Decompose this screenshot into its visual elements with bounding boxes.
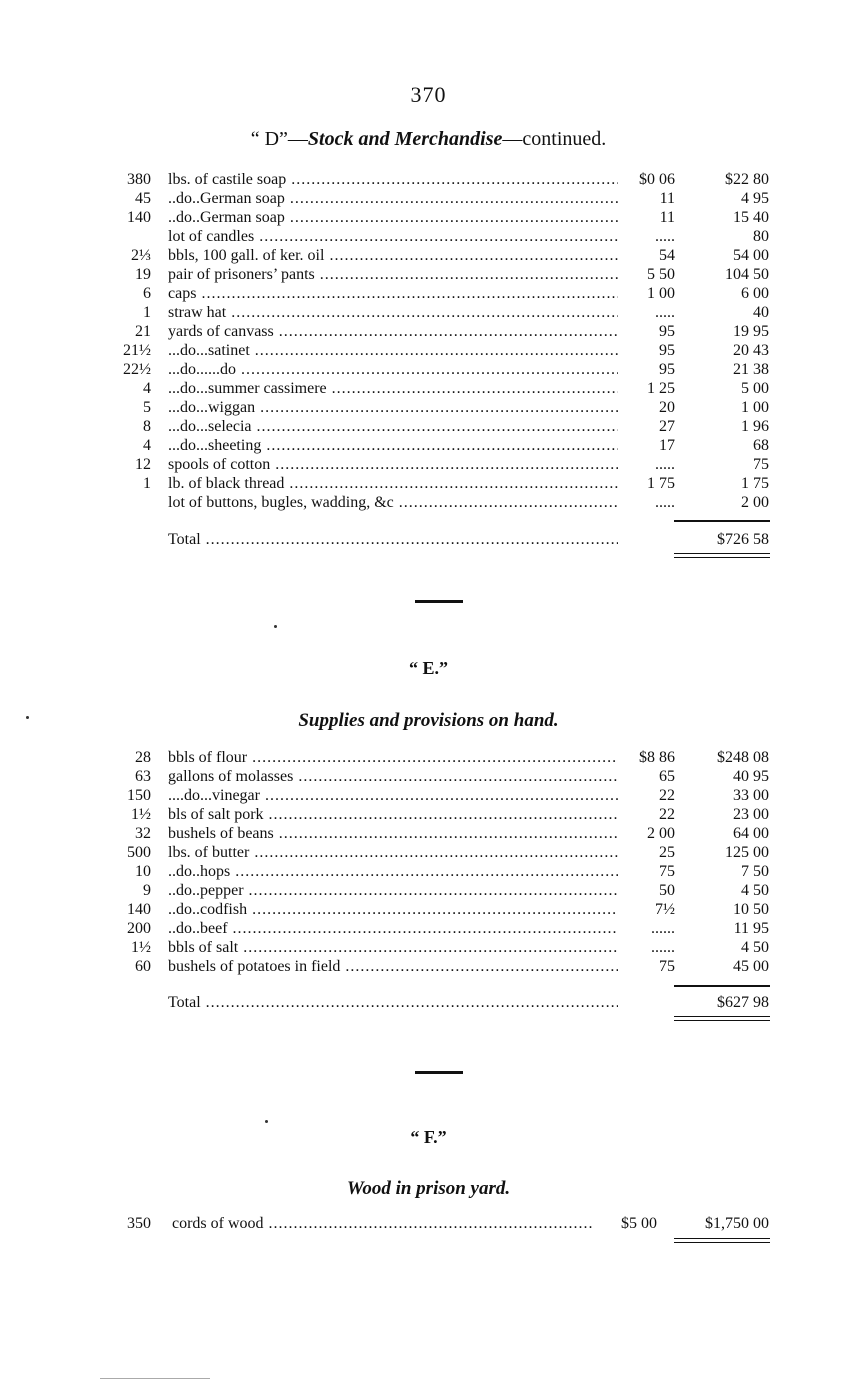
qty-cell: 1½ bbox=[131, 806, 151, 823]
qty-cell: 4 bbox=[143, 437, 151, 454]
price-cell: 20 bbox=[659, 399, 675, 416]
price-cell: 95 bbox=[659, 323, 675, 340]
description-cell: ..do..hops ..... bbox=[168, 862, 618, 881]
table-row bbox=[0, 170, 857, 189]
description-cell: bushels of potatoes in field ..... bbox=[168, 957, 618, 976]
description-cell: lot of candles ..... bbox=[168, 227, 618, 246]
section-f-qty: 350 bbox=[127, 1215, 151, 1232]
footer-line bbox=[100, 1378, 210, 1379]
total-double-rule bbox=[674, 1238, 770, 1243]
price-cell: 75 bbox=[659, 863, 675, 880]
description-cell: ..do..codfish ..... bbox=[168, 900, 618, 919]
qty-cell: 22½ bbox=[123, 361, 151, 378]
description-cell: ..do..German soap ..... bbox=[168, 189, 618, 208]
amount-cell: 4 50 bbox=[741, 939, 769, 956]
price-cell: 22 bbox=[659, 787, 675, 804]
qty-cell: 1 bbox=[143, 475, 151, 492]
description-cell: gallons of molasses ..... bbox=[168, 767, 618, 786]
table-row bbox=[0, 843, 857, 862]
qty-cell: 9 bbox=[143, 882, 151, 899]
description-cell: ....do...vinegar ..... bbox=[168, 786, 618, 805]
qty-cell: 12 bbox=[135, 456, 151, 473]
description-cell: pair of prisoners’ pants ..... bbox=[168, 265, 618, 284]
total-double-rule bbox=[674, 553, 770, 558]
price-cell: ..... bbox=[655, 228, 675, 245]
section-d-title bbox=[0, 128, 857, 151]
description-cell: ...do...summer cassimere ..... bbox=[168, 379, 618, 398]
table-row bbox=[0, 493, 857, 512]
price-cell: ..... bbox=[655, 456, 675, 473]
section-f-subtitle: Wood in prison yard. bbox=[346, 1178, 511, 1199]
amount-cell: 4 50 bbox=[741, 882, 769, 899]
price-cell: 17 bbox=[659, 437, 675, 454]
price-cell: ..... bbox=[655, 494, 675, 511]
section-e-subtitle-wrap bbox=[0, 710, 857, 732]
description-cell: lbs. of butter ..... bbox=[168, 843, 618, 862]
qty-cell: 8 bbox=[143, 418, 151, 435]
section-e-total-label: Total ..... bbox=[168, 992, 618, 1014]
price-cell: 11 bbox=[659, 190, 675, 207]
supplies-table bbox=[0, 748, 857, 976]
total-rule bbox=[674, 520, 770, 522]
price-cell: 65 bbox=[659, 768, 675, 785]
section-d-title-italic: Stock and Merchandise bbox=[307, 128, 503, 150]
price-cell: ...... bbox=[651, 920, 675, 937]
amount-cell: 6 00 bbox=[741, 285, 769, 302]
qty-cell: 6 bbox=[143, 285, 151, 302]
table-row bbox=[0, 379, 857, 398]
price-cell: 2 00 bbox=[647, 825, 675, 842]
description-cell: bbls, 100 gall. of ker. oil ..... bbox=[168, 246, 618, 265]
table-row bbox=[0, 189, 857, 208]
amount-cell: 2 00 bbox=[741, 494, 769, 511]
section-divider bbox=[415, 600, 463, 603]
qty-cell: 500 bbox=[127, 844, 151, 861]
description-cell: spools of cotton ..... bbox=[168, 455, 618, 474]
table-row bbox=[0, 862, 857, 881]
qty-cell: 45 bbox=[135, 190, 151, 207]
price-cell: 5 50 bbox=[647, 266, 675, 283]
table-row bbox=[0, 767, 857, 786]
amount-cell: 125 00 bbox=[725, 844, 769, 861]
section-f-desc: cords of wood ..... bbox=[172, 1213, 592, 1235]
price-cell: 11 bbox=[659, 209, 675, 226]
description-cell: ...do......do ..... bbox=[168, 360, 618, 379]
table-row bbox=[0, 360, 857, 379]
qty-cell: 32 bbox=[135, 825, 151, 842]
description-cell: ...do...wiggan ..... bbox=[168, 398, 618, 417]
qty-cell: 21½ bbox=[123, 342, 151, 359]
table-row bbox=[0, 881, 857, 900]
amount-cell: 40 95 bbox=[733, 768, 769, 785]
qty-cell: 19 bbox=[135, 266, 151, 283]
section-e-total-row bbox=[0, 992, 857, 1014]
description-cell: ..do..beef ..... bbox=[168, 919, 618, 938]
total-double-rule bbox=[674, 1016, 770, 1021]
amount-cell: 45 00 bbox=[733, 958, 769, 975]
qty-cell: 380 bbox=[127, 171, 151, 188]
qty-cell: 2⅓ bbox=[131, 247, 151, 264]
table-row bbox=[0, 303, 857, 322]
table-row bbox=[0, 417, 857, 436]
price-cell: 1 25 bbox=[647, 380, 675, 397]
description-cell: straw hat ..... bbox=[168, 303, 618, 322]
section-f-row bbox=[0, 1213, 857, 1235]
section-d-suffix: —continued. bbox=[502, 128, 607, 150]
price-cell: ..... bbox=[655, 304, 675, 321]
ink-speck bbox=[274, 625, 277, 628]
price-cell: 7½ bbox=[655, 901, 675, 918]
price-cell: 1 75 bbox=[647, 475, 675, 492]
table-row bbox=[0, 322, 857, 341]
amount-cell: 23 00 bbox=[733, 806, 769, 823]
qty-cell: 5 bbox=[143, 399, 151, 416]
description-cell: ..do..pepper ..... bbox=[168, 881, 618, 900]
table-row bbox=[0, 398, 857, 417]
price-cell: 1 00 bbox=[647, 285, 675, 302]
section-e-letter: “ E.” bbox=[408, 658, 448, 678]
description-cell: caps ..... bbox=[168, 284, 618, 303]
amount-cell: 5 00 bbox=[741, 380, 769, 397]
amount-cell: 20 43 bbox=[733, 342, 769, 359]
amount-cell: 10 50 bbox=[733, 901, 769, 918]
section-d-total-row bbox=[0, 529, 857, 551]
price-cell: 95 bbox=[659, 342, 675, 359]
page-number: 370 bbox=[410, 82, 447, 107]
qty-cell: 63 bbox=[135, 768, 151, 785]
description-cell: bbls of salt ..... bbox=[168, 938, 618, 957]
qty-cell: 1½ bbox=[131, 939, 151, 956]
price-cell: 95 bbox=[659, 361, 675, 378]
amount-cell: 54 00 bbox=[733, 247, 769, 264]
section-divider bbox=[415, 1071, 463, 1074]
amount-cell: 64 00 bbox=[733, 825, 769, 842]
amount-cell: 4 95 bbox=[741, 190, 769, 207]
amount-cell: 33 00 bbox=[733, 787, 769, 804]
amount-cell: 68 bbox=[753, 437, 769, 454]
table-row bbox=[0, 455, 857, 474]
description-cell: ...do...sheeting ..... bbox=[168, 436, 618, 455]
qty-cell: 140 bbox=[127, 901, 151, 918]
table-row bbox=[0, 786, 857, 805]
section-d-total-amount: $726 58 bbox=[717, 531, 769, 548]
qty-cell: 4 bbox=[143, 380, 151, 397]
amount-cell: 19 95 bbox=[733, 323, 769, 340]
qty-cell: 21 bbox=[135, 323, 151, 340]
description-cell: lot of buttons, bugles, wadding, &c ..... bbox=[168, 493, 618, 512]
table-row bbox=[0, 265, 857, 284]
amount-cell: 1 96 bbox=[741, 418, 769, 435]
table-row bbox=[0, 246, 857, 265]
description-cell: ..do..German soap ..... bbox=[168, 208, 618, 227]
amount-cell: $22 80 bbox=[725, 171, 769, 188]
qty-cell: 28 bbox=[135, 749, 151, 766]
amount-cell: 80 bbox=[753, 228, 769, 245]
section-f-price: $5 00 bbox=[621, 1215, 657, 1232]
description-cell: ...do...satinet ..... bbox=[168, 341, 618, 360]
table-row bbox=[0, 474, 857, 493]
section-f-letter: “ F.” bbox=[410, 1127, 447, 1147]
price-cell: 27 bbox=[659, 418, 675, 435]
description-cell: bls of salt pork ..... bbox=[168, 805, 618, 824]
table-row bbox=[0, 284, 857, 303]
table-row bbox=[0, 341, 857, 360]
amount-cell: 7 50 bbox=[741, 863, 769, 880]
description-cell: yards of canvass ..... bbox=[168, 322, 618, 341]
table-row bbox=[0, 805, 857, 824]
price-cell: 22 bbox=[659, 806, 675, 823]
amount-cell: 1 00 bbox=[741, 399, 769, 416]
description-cell: bushels of beans ..... bbox=[168, 824, 618, 843]
description-cell: lbs. of castile soap ..... bbox=[168, 170, 618, 189]
total-rule bbox=[674, 985, 770, 987]
price-cell: ...... bbox=[651, 939, 675, 956]
section-e-subtitle: Supplies and provisions on hand. bbox=[298, 710, 559, 731]
table-row bbox=[0, 824, 857, 843]
qty-cell: 60 bbox=[135, 958, 151, 975]
ink-speck bbox=[265, 1120, 268, 1123]
qty-cell: 10 bbox=[135, 863, 151, 880]
price-cell: $0 06 bbox=[639, 171, 675, 188]
qty-cell: 200 bbox=[127, 920, 151, 937]
amount-cell: 1 75 bbox=[741, 475, 769, 492]
amount-cell: 11 95 bbox=[733, 920, 769, 937]
section-f-amount: $1,750 00 bbox=[705, 1215, 769, 1232]
price-cell: 25 bbox=[659, 844, 675, 861]
amount-cell: 15 40 bbox=[733, 209, 769, 226]
price-cell: 75 bbox=[659, 958, 675, 975]
amount-cell: $248 08 bbox=[717, 749, 769, 766]
table-row bbox=[0, 208, 857, 227]
price-cell: $8 86 bbox=[639, 749, 675, 766]
description-cell: bbls of flour ..... bbox=[168, 748, 618, 767]
qty-cell: 140 bbox=[127, 209, 151, 226]
section-d-prefix: “ D”— bbox=[250, 128, 308, 150]
table-row bbox=[0, 938, 857, 957]
table-row bbox=[0, 919, 857, 938]
table-row bbox=[0, 227, 857, 246]
section-f-subtitle-wrap bbox=[0, 1178, 857, 1200]
price-cell: 50 bbox=[659, 882, 675, 899]
qty-cell: 1 bbox=[143, 304, 151, 321]
description-cell: lb. of black thread ..... bbox=[168, 474, 618, 493]
section-e-total-amount: $627 98 bbox=[717, 994, 769, 1011]
amount-cell: 21 38 bbox=[733, 361, 769, 378]
section-d-total-label: Total ..... bbox=[168, 529, 618, 551]
stock-table bbox=[0, 170, 857, 512]
amount-cell: 104 50 bbox=[725, 266, 769, 283]
ink-speck bbox=[26, 716, 29, 719]
qty-cell: 150 bbox=[127, 787, 151, 804]
amount-cell: 40 bbox=[753, 304, 769, 321]
price-cell: 54 bbox=[659, 247, 675, 264]
table-row bbox=[0, 957, 857, 976]
amount-cell: 75 bbox=[753, 456, 769, 473]
description-cell: ...do...selecia ..... bbox=[168, 417, 618, 436]
table-row bbox=[0, 900, 857, 919]
table-row bbox=[0, 436, 857, 455]
table-row bbox=[0, 748, 857, 767]
